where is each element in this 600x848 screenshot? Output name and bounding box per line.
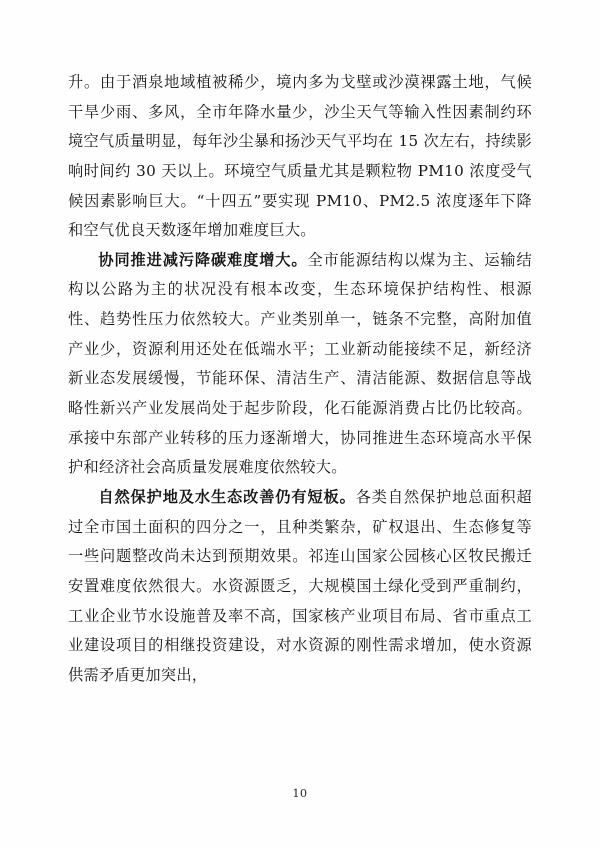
paragraph-1 bbox=[68, 68, 532, 246]
paragraph-3-lead: 自然保护地及水生态改善仍有短板。 bbox=[98, 487, 356, 506]
page-number: 10 bbox=[292, 787, 308, 800]
paragraph-3-text: 各类自然保护地总面积超过全市国土面积的四分之一，且种类繁杂，矿权退出、生态修复等一些问题整改尚未达到预期效果。祁连山国家公园核心区牧民搬迁安置难度依然很大。水资源匮乏，大规模国土绿化受到严重制约，工业企业节水设施普及率不高，国家核产业项目布局、省市重点工业建设项目的相继投资建设，对水资源的刚性需求增加，使水资源供需矛盾更加突出， bbox=[68, 487, 532, 684]
paragraph-3 bbox=[68, 483, 532, 690]
document-body bbox=[68, 68, 532, 690]
paragraph-2-text: 全市能源结构以煤为主、运输结构以公路为主的状况没有根本改变，生态环境保护结构性、根源性、趋势性压力依然较大。产业类别单一，链条不完整，高附加值产业少，资源利用还处在低端水平；工业新动能接续不足，新经济新业态发展缓慢，节能环保、清洁生产、清洁能源、数据信息等战略性新兴产业发展尚处于起步阶段，化石能源消费占比仍比较高。承接中东部产业转移的压力逐渐增大，协同推进生态环境高水平保护和经济社会高质量发展难度依然较大。 bbox=[68, 250, 532, 477]
paragraph-2 bbox=[68, 246, 532, 483]
paragraph-1-text: 升。由于酒泉地域植被稀少，境内多为戈壁或沙漠裸露土地，气候干旱少雨、多风，全市年降水量少，沙尘天气等输入性因素制约环境空气质量明显，每年沙尘暴和扬沙天气平均在 15 次左右，持续影响时间约 30 天以上。环境空气质量尤其是颗粒物 PM10 浓度受气候因素影响巨大。“十四五”要实现 PM10、PM2.5 浓度逐年下降和空气优良天数逐年增加难度巨大。 bbox=[68, 73, 532, 240]
paragraph-2-lead: 协同推进减污降碳难度增大。 bbox=[98, 250, 308, 269]
